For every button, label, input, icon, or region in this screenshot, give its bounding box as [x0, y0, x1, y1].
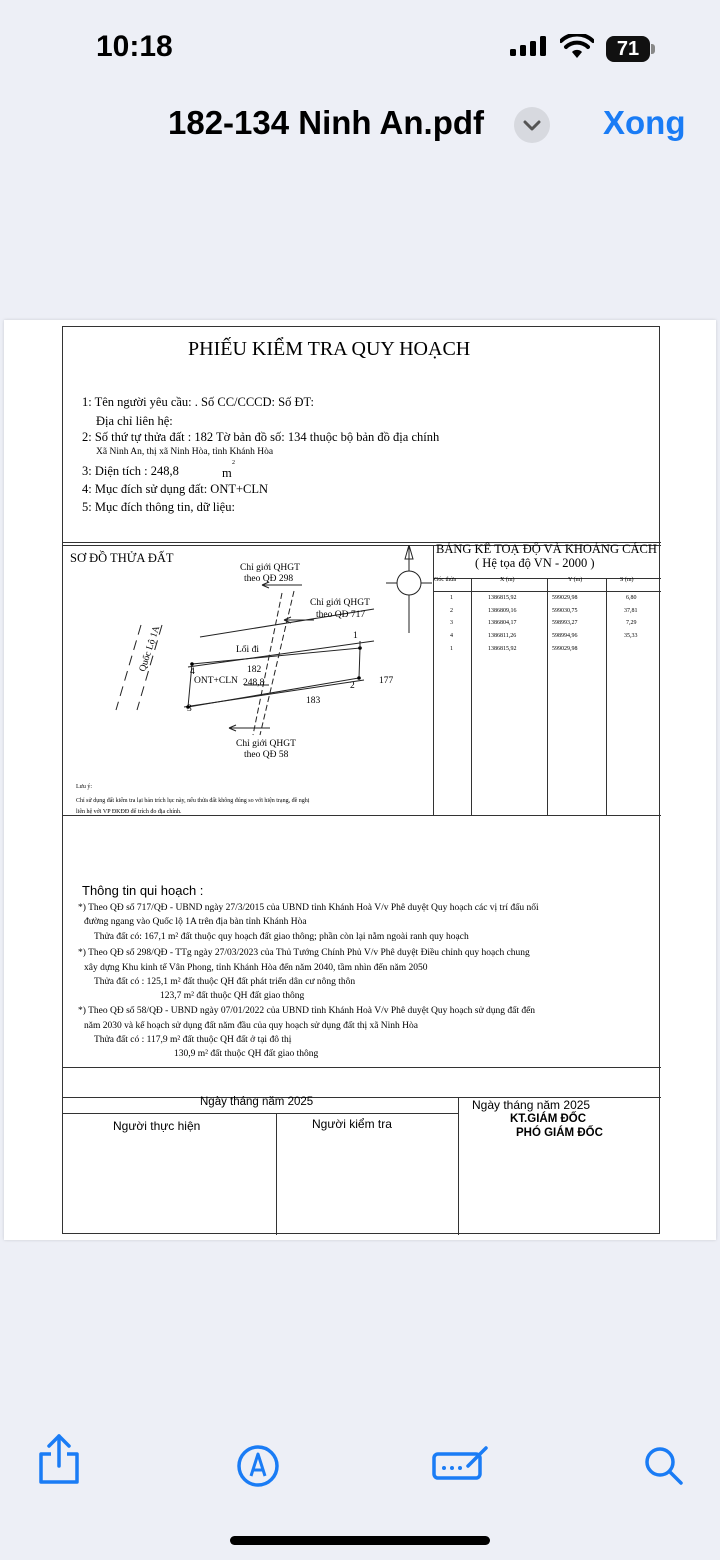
- coord-header-s: S (m): [620, 577, 634, 583]
- neighbor-177: 177: [379, 676, 394, 686]
- battery-cap: [651, 44, 655, 54]
- coord-y: 598994,96: [552, 633, 578, 639]
- coord-s: 7,29: [626, 620, 637, 626]
- note-line-2: liên hệ với VP ĐKĐĐ để trích đo địa chính.: [76, 809, 182, 815]
- requester-line: 1: Tên người yêu cầu: . Số CC/CCCD: Số ĐT:: [82, 395, 314, 409]
- divider: [471, 578, 472, 815]
- boundary-58: [253, 593, 282, 735]
- info-line: Thửa đất có: 167,1 m² đất thuộc quy hoạch đất giao thông; phần còn lại nằm ngoài ranh quy hoạch: [94, 932, 469, 942]
- divider: [458, 1097, 459, 1235]
- purpose-line: 5: Mục đích thông tin, dữ liệu:: [82, 500, 235, 514]
- label-qhgt-717b: theo QĐ 717: [316, 610, 366, 620]
- coord-s: 35,33: [624, 633, 638, 639]
- info-line: *) Theo QĐ số 298/QĐ - TTg ngày 27/03/2023 của Thủ Tướng Chính Phủ V/v Phê duyệt Điều chỉnh quy hoạch chung: [78, 948, 530, 958]
- coord-header-x: X (m): [500, 577, 515, 583]
- coord-header-y: Y (m): [568, 577, 583, 583]
- coord-s: 37,81: [624, 608, 638, 614]
- info-line: *) Theo QĐ số 717/QĐ - UBND ngày 27/3/2015 của UBND tỉnh Khánh Hoà V/v Phê duyệt Quy hoạch các vị trí đấu nối: [78, 903, 539, 913]
- highway-line: [116, 625, 141, 710]
- coord-corner: 1: [450, 646, 453, 652]
- performer-label: Người thực hiện: [113, 1119, 201, 1133]
- boundary-717: [260, 591, 294, 735]
- info-line: Thửa đất có : 117,9 m² đất thuộc QH đất ở tại đô thị: [94, 1035, 292, 1045]
- director-label-2: PHÓ GIÁM ĐỐC: [516, 1127, 603, 1139]
- home-indicator[interactable]: [230, 1536, 490, 1545]
- area-unit: m: [222, 466, 232, 480]
- label-qhgt-717: Chỉ giới QHGT: [310, 598, 370, 608]
- director-label-1: KT.GIÁM ĐỐC: [510, 1113, 587, 1125]
- coord-corner: 3: [450, 620, 453, 626]
- info-line: đường ngang vào Quốc lộ 1A trên địa bàn tỉnh Khánh Hòa: [84, 917, 307, 927]
- info-line: Thửa đất có : 125,1 m² đất thuộc QH đất phát triển dân cư nông thôn: [94, 977, 356, 987]
- date-right: Ngày tháng năm 2025: [472, 1098, 591, 1112]
- inspector-label: Người kiểm tra: [312, 1117, 392, 1131]
- page-title: PHIẾU KIỂM TRA QUY HOẠCH: [188, 338, 471, 360]
- coord-corner: 1: [450, 595, 453, 601]
- coord-y: 599030,75: [552, 608, 578, 614]
- parcel-map: [64, 545, 432, 807]
- coord-header-corner: Góc thửa: [434, 577, 457, 583]
- signature-icon[interactable]: [432, 1444, 490, 1482]
- done-button[interactable]: Xong: [603, 104, 686, 141]
- share-icon[interactable]: [36, 1434, 82, 1486]
- wifi-icon: [560, 34, 594, 60]
- divider: [433, 545, 434, 815]
- coord-y: 598993,27: [552, 620, 578, 626]
- label-qhgt-58b: theo QĐ 58: [244, 750, 289, 760]
- label-qhgt-58: Chỉ giới QHGT: [236, 739, 296, 749]
- coord-s: 6,80: [626, 595, 637, 601]
- coord-subtitle: ( Hệ tọa độ VN - 2000 ): [475, 556, 595, 570]
- note-title: Lưu ý:: [76, 784, 93, 790]
- point-2: 2: [350, 681, 355, 691]
- info-line: *) Theo QĐ số 58/QĐ - UBND ngày 07/01/2022 của UBND tỉnh Khánh Hoà V/v Phê duyệt Quy hoạch sử dụng đất đến: [78, 1006, 536, 1016]
- address-line: Địa chỉ liên hệ:: [96, 414, 173, 428]
- battery-indicator: 71: [606, 36, 650, 62]
- divider: [547, 578, 548, 815]
- coord-x: 1386815,92: [488, 646, 517, 652]
- coord-corner: 2: [450, 608, 453, 614]
- location-line: Xã Ninh An, thị xã Ninh Hòa, tỉnh Khánh Hòa: [96, 447, 274, 457]
- coord-y: 599029,98: [552, 646, 578, 652]
- label-qhgt-298: Chỉ giới QHGT: [240, 563, 300, 573]
- parcel-area: 248,8: [243, 678, 265, 688]
- map-title: SƠ ĐỒ THỬA ĐẤT: [70, 551, 174, 565]
- markup-icon[interactable]: [236, 1444, 280, 1488]
- divider: [63, 1113, 458, 1114]
- status-time: 10:18: [96, 30, 173, 63]
- divider: [276, 1113, 277, 1235]
- divider: [606, 578, 607, 815]
- pdf-page[interactable]: [4, 320, 716, 1240]
- usage-line: 4: Mục đích sử dụng đất: ONT+CLN: [82, 482, 269, 496]
- neighbor-183: 183: [306, 696, 321, 706]
- coord-corner: 4: [450, 633, 453, 639]
- parcel-number: 182: [247, 665, 262, 675]
- chevron-down-icon: [514, 107, 550, 143]
- parcel-use: ONT+CLN: [194, 676, 238, 686]
- parcel-line: 2: Số thứ tự thửa đất : 182 Tờ bản đồ số: 134 thuộc bộ bản đồ địa chính: [82, 430, 440, 444]
- label-qhgt-298b: theo QĐ 298: [244, 574, 294, 584]
- document-title[interactable]: 182-134 Ninh An.pdf: [168, 104, 484, 141]
- coord-x: 1386809,16: [488, 608, 517, 614]
- highway-label: Quốc Lộ 1A: [138, 624, 163, 674]
- divider: [63, 815, 661, 816]
- coord-x: 1386811,26: [488, 633, 517, 639]
- point-3: 3: [187, 704, 192, 714]
- label-road: Lối đi: [236, 645, 259, 655]
- search-icon[interactable]: [644, 1446, 684, 1486]
- info-title: Thông tin qui hoạch :: [82, 883, 204, 898]
- date-left: Ngày tháng năm 2025: [200, 1096, 314, 1108]
- info-line: 130,9 m² đất thuộc QH đất giao thông: [174, 1049, 319, 1059]
- info-line: năm 2030 và kế hoạch sử dụng đất năm đầu của quy hoạch sử dụng đất thị xã Ninh Hòa: [84, 1021, 419, 1031]
- info-line: 123,7 m² đất thuộc QH đất giao thông: [160, 991, 305, 1001]
- divider: [63, 1067, 661, 1068]
- signal-icon: [510, 36, 548, 56]
- point-4: 4: [190, 667, 195, 677]
- point-1: 1: [353, 631, 358, 641]
- coord-y: 599029,98: [552, 595, 578, 601]
- coord-title: BẢNG KÊ TOẠ ĐỘ VÀ KHOẢNG CÁCH: [436, 542, 657, 556]
- info-line: xây dựng Khu kinh tế Vân Phong, tỉnh Khánh Hòa đến năm 2040, tầm nhìn đến năm 2050: [84, 963, 428, 973]
- title-menu-button[interactable]: [514, 107, 550, 143]
- note-line-1: Chỉ sử dụng đất kiểm tra lại bản trích lục này, nếu thửa đất không đúng so với hiện trạng, đề nghị: [76, 798, 310, 804]
- north-circle: [397, 571, 421, 595]
- coord-x: 1386815,92: [488, 595, 517, 601]
- coord-x: 1386804,17: [488, 620, 517, 626]
- area-line: 3: Diện tích : 248,8: [82, 464, 179, 478]
- area-unit-sup: 2: [232, 460, 235, 466]
